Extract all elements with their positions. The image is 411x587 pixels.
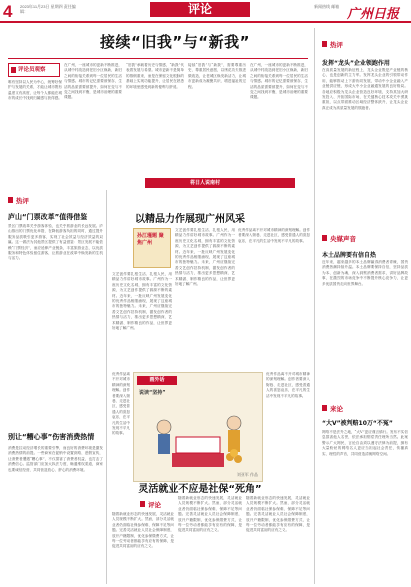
left-column-divider (106, 190, 107, 584)
masthead (0, 0, 411, 23)
right-column-divider (314, 28, 315, 584)
left-headline-2: 别让“糟心事”伤害消费热情 (8, 433, 95, 441)
cartoon-figure-icon (142, 399, 256, 471)
left-tag-hot: 热评 (8, 196, 29, 205)
lead-headline: 接续“旧我”与“新我” (100, 33, 250, 51)
newspaper-logo: 广州日报 (347, 7, 400, 22)
middle-body-2b: 优秀作品离不开对城市精神的深刻理解。创作者要深入街巷、走进社区，感受普通人的喜怒哀乐，在平凡的生活中发现不平凡的故事。 (266, 372, 310, 398)
lead-column-0: 唯有坚持以人民为中心，统筹好保护与发展的关系，才能让城市既有温度又有高度，让每个人都能在城市的成长中找到归属感与获得感。 (8, 80, 62, 101)
middle-headline-2: 灵活就业不应是社保“死角” (138, 484, 262, 495)
middle-body-1b: 文艺创作要扎根生活、扎根人民，用精品力作讲好城市故事。广州作为一座历史文化名城，拥有丰富的文化资源，为文艺创作提供了源源不断的素材。近年来，一批反映广州发展变化的优秀作品相继涌现，展现了这座城市的独特魅力。未来，广州应继续完善文艺创作扶持机制，激发创作者的热情与活力，推出更多思想精深、艺术精湛、制作精良的作品，让世界更好地了解广州。 (175, 228, 235, 287)
cartoon-sign: 应聘 招聘会 (182, 439, 204, 444)
middle-body-2a: 优秀作品离不开对城市精神的深刻理解。创作者要深入街巷、走进社区，感受普通人的喜怒哀乐，在平凡的生活中发现不平凡的故事。 (112, 372, 130, 436)
lead-column-2: “旧我”承载着历史与情感，“新我”代表着发展与希望。城市更新不是简单的推倒重来，而是在保留文化根脉的基础上实现功能提升，让居民在熟悉的环境里感受到新的便利与舒适。 (126, 63, 184, 89)
right-tag-hot: 热评 (322, 40, 343, 49)
middle-tag-commentary: 评论 (140, 500, 161, 509)
illustration-caption: 孙江瑾题 聚焦广州 (137, 233, 164, 246)
contact-meta: 新闻热线 邮箱 (314, 4, 340, 9)
cartoon-title: 说读“坚持” (139, 390, 166, 396)
cartoon-header: 画外话 (137, 376, 177, 385)
left-headline-1: 庐山“门票改革”值得借鉴 (8, 213, 88, 221)
right-body-2: 近年来，越来越多的本土品牌赢得消费者青睐，国货消费热潮持续升温。本土品牌要保持自信，坚持品质为本、创新为魂，深入洞察消费者需求，讲好品牌故事，在激烈的市场竞争中不断提升核心竞争力，让更多优质国货走向世界舞台。 (322, 260, 408, 286)
lead-column-3: 接续“旧我”与“新我”，需要尊重历史、尊重居民意愿，以绣花功夫推进微改造，让老城区焕发新活力，让城市更新成为凝聚共识、增进福祉的过程。 (188, 63, 246, 89)
lead-column-tag: 评论员观察 (8, 63, 60, 77)
right-tag-contrib: 来论 (322, 404, 343, 413)
middle-body-1c: 优秀作品离不开对城市精神的深刻理解。创作者要深入街巷、走进社区，感受普通人的喜怒哀乐，在平凡的生活中发现不平凡的故事。 (238, 228, 310, 243)
right-tag-central-media: 央媒声音 (322, 234, 356, 243)
lead-divider (8, 58, 308, 59)
right-headline-1: 发挥“龙头”企业领跑作用 (322, 60, 390, 67)
section-banner: 评论 (150, 2, 250, 17)
editorial-cartoon (133, 372, 263, 482)
left-body-1: 景区门票改革关乎游客体验，也关乎旅游业的长远发展。庐山推出的门票优化举措，在降低游客负担的同时，通过提升服务品质吸引更多游客，实现了社会效益与经济效益的双赢。这一做法为其他景区提供了有益借鉴：景区发展不能依赖“门票经济”，而应延伸产业链条，丰富旅游业态，以优质服务和特色体验留住游客，让旅游业在改革中焕发新的生机与活力。 (8, 224, 103, 261)
lead-column-4: 在广州，一座城市的更新不断推进，从城中村改造到老旧小区焕新，新旧之间的衔接关系到每一位居民的生活与情感。城市的记忆需要被保存，生活的品质需要被提升，如何在变与不变之间找到平衡，是城市治理的重要课题。 (250, 63, 308, 100)
middle-headline-1: 以精品力作展现广州风采 (135, 214, 245, 225)
lead-column-1: 在广州，一座城市的更新不断推进，从城中村改造到老旧小区焕新，新旧之间的衔接关系到每一位居民的生活与情感。城市的记忆需要被保存，生活的品质需要被提升，如何在变与不变之间找到平衡，是城市治理的重要课题。 (64, 63, 122, 100)
middle-body-3b: 随着新就业形态的快速发展，灵活就业人员规模不断扩大。然而，部分灵活就业者仍面临社保参保难、保障不足等问题。完善灵活就业人员社会保障制度，放开户籍限制，优化参保缴费方式，让每一位劳动者都能享有应有的保障，是促进共同富裕的应有之义。 (178, 496, 242, 533)
lead-blurb-bar: 将日人说南村 (145, 178, 295, 188)
right-headline-3: “大V”被判赔10万“不冤” (322, 420, 393, 427)
middle-body-3a: 随着新就业形态的快速发展，灵活就业人员规模不断扩大。然而，部分灵活就业者仍面临社保参保难、保障不足等问题。完善灵活就业人员社会保障制度，放开户籍限制，优化参保缴费方式，让每一位劳动者都能享有应有的保障，是促进共同富裕的应有之义。 (112, 512, 174, 549)
middle-body-3c: 随着新就业形态的快速发展，灵活就业人员规模不断扩大。然而，部分灵活就业者仍面临社保参保难、保障不足等问题。完善灵活就业人员社会保障制度，放开户籍限制，优化参保缴费方式，让每一位劳动者都能享有应有的保障，是促进共同富裕的应有之义。 (246, 496, 310, 533)
page-number: 4 (3, 2, 13, 21)
illustration-thumbnail (133, 228, 171, 268)
middle-body-1a: 文艺创作要扎根生活、扎根人民，用精品力作讲好城市故事。广州作为一座历史文化名城，拥有丰富的文化资源，为文艺创作提供了源源不断的素材。近年来，一批反映广州发展变化的优秀作品相继涌现，展现了这座城市的独特魅力。未来，广州应继续完善文艺创作扶持机制，激发创作者的热情与活力，推出更多思想精深、艺术精湛、制作精良的作品，让世界更好地了解广州。 (112, 272, 172, 331)
right-body-1: 在高质量发展的新征程上，龙头企业既是产业链的核心，也是创新的主力军。发挥龙头企业的引领带动作用，能够推动上下游协同发展，带动中小企业融入产业链供应链，形成大中小企业融通发展的良好格局。各地应积极为龙头企业营造良好环境，支持其加大研发投入、开拓国际市场，在关键核心技术攻关中勇挑重担，以点带面推动区域经济整体跃升，让龙头企业真正成为高质量发展的领跑者。 (322, 68, 408, 110)
right-headline-2: 本土品牌要有信自热 (322, 252, 377, 259)
right-body-3: 网络不是法外之地，“大V”更应谨言慎行。发布不实信息损害他人名誉，依法承担赔偿责任理所当然。此案警示广大网民，言论自由须以遵守法律为前提，拥有大量粉丝的网络名人更应当担起社会责任，传播真实、理性的声音，共同营造清朗网络空间。 (322, 430, 408, 456)
left-body-2: 消费是拉动经济增长的重要引擎，而良好的消费环境是激发消费热情的前提。一些商家在促销中设置套路、虚假宣传，让消费者遭遇“糟心事”，不仅损害了消费者权益，也打击了消费信心。监管部门应加大执法力度，畅通维权渠道，商家也要诚信经营，共同营造放心、舒心的消费环境。 (8, 446, 103, 472)
cartoon-credit: 刘亚军 作品 (236, 472, 258, 477)
issue-meta: 2023年11月23日 星期四 责任编辑： (20, 4, 76, 14)
